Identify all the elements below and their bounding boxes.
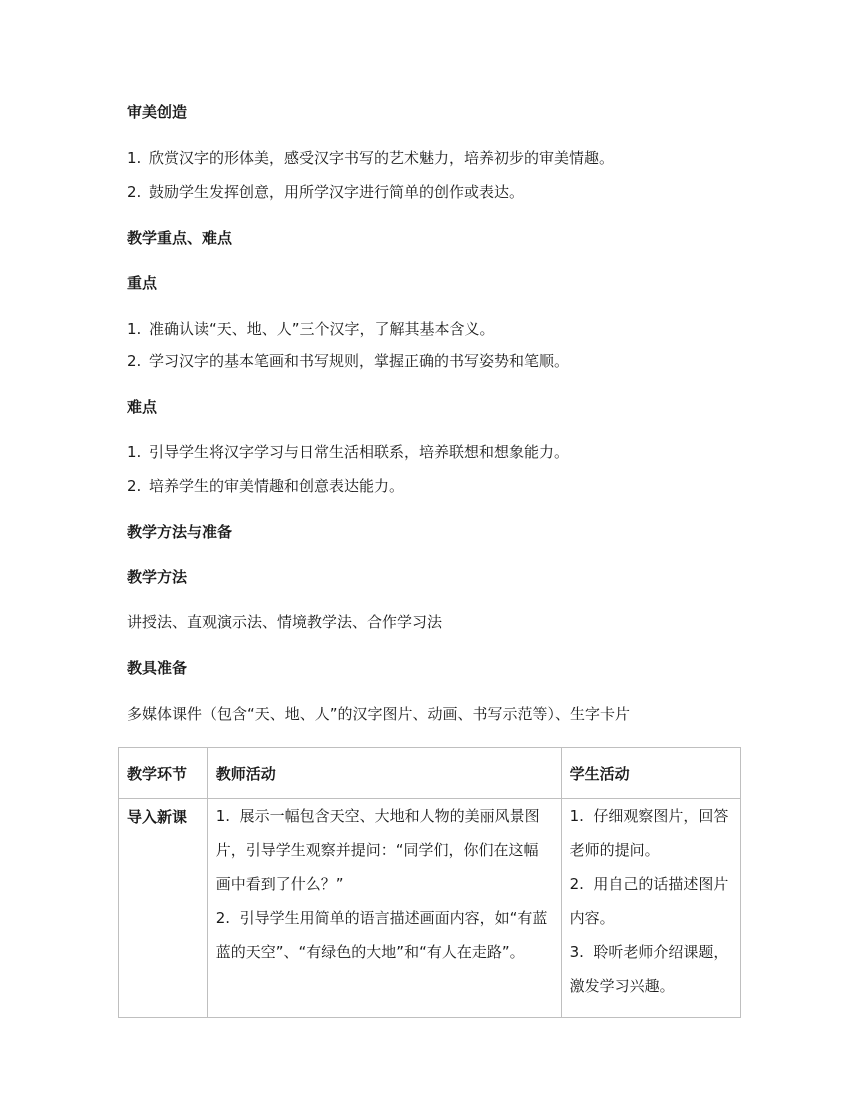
list-number: 1. xyxy=(127,149,142,167)
list-number: 1. xyxy=(127,443,142,461)
list-text: 引导学生将汉字学习与日常生活相联系，培养联想和想象能力。 xyxy=(149,443,570,461)
table-header-row xyxy=(119,748,741,799)
lesson-plan-table xyxy=(118,747,741,1018)
table-cell-stage: 导入新课 xyxy=(119,799,208,1018)
paragraph-tools: 多媒体课件（包含“天、地、人”的汉字图片、动画、书写示范等）、生字卡片 xyxy=(127,705,631,723)
table-cell-teacher xyxy=(207,799,561,1018)
list-text: 欣赏汉字的形体美，感受汉字书写的艺术魅力，培养初步的审美情趣。 xyxy=(149,149,615,167)
table-header-teacher: 教师活动 xyxy=(207,748,561,799)
list-item xyxy=(127,148,614,168)
table-header-student: 学生活动 xyxy=(561,748,740,799)
list-item xyxy=(127,351,569,371)
table-row xyxy=(119,799,741,1018)
list-text: 准确认读“天、地、人”三个汉字，了解其基本含义。 xyxy=(149,320,495,338)
list-item xyxy=(127,319,495,339)
subheading-difficulty: 难点 xyxy=(127,398,158,416)
subheading-focus: 重点 xyxy=(127,274,158,292)
table-cell-student xyxy=(561,799,740,1018)
list-text: 学习汉字的基本笔画和书写规则，掌握正确的书写姿势和笔顺。 xyxy=(149,352,570,370)
list-text: 鼓励学生发挥创意，用所学汉字进行简单的创作或表达。 xyxy=(149,183,525,201)
table-header-stage: 教学环节 xyxy=(119,748,208,799)
section-heading-aesthetic: 审美创造 xyxy=(127,103,188,121)
list-number: 2. xyxy=(127,477,142,495)
list-number: 2. xyxy=(127,183,142,201)
subheading-tools: 教具准备 xyxy=(127,659,188,677)
teacher-activity-text: 1. 展示一幅包含天空、大地和人物的美丽风景图片，引导学生观察并提问：“同学们，你们在这幅画中看到了什么？” 2. 引导学生用简单的语言描述画面内容，如“有蓝蓝的天空”、“有绿色的大地”和“有人在走路”。 xyxy=(215,807,548,961)
list-item xyxy=(127,476,404,496)
section-heading-key-points: 教学重点、难点 xyxy=(127,229,233,247)
paragraph-method: 讲授法、直观演示法、情境教学法、合作学习法 xyxy=(127,613,443,631)
list-item xyxy=(127,182,524,202)
list-item xyxy=(127,442,569,462)
list-text: 培养学生的审美情趣和创意表达能力。 xyxy=(149,477,405,495)
subheading-method: 教学方法 xyxy=(127,568,188,586)
list-number: 2. xyxy=(127,352,142,370)
list-number: 1. xyxy=(127,320,142,338)
section-heading-methods: 教学方法与准备 xyxy=(127,523,233,541)
student-activity-text: 1. 仔细观察图片，回答老师的提问。 2. 用自己的话描述图片内容。 3. 聆听老师介绍课题，激发学习兴趣。 xyxy=(569,807,729,995)
